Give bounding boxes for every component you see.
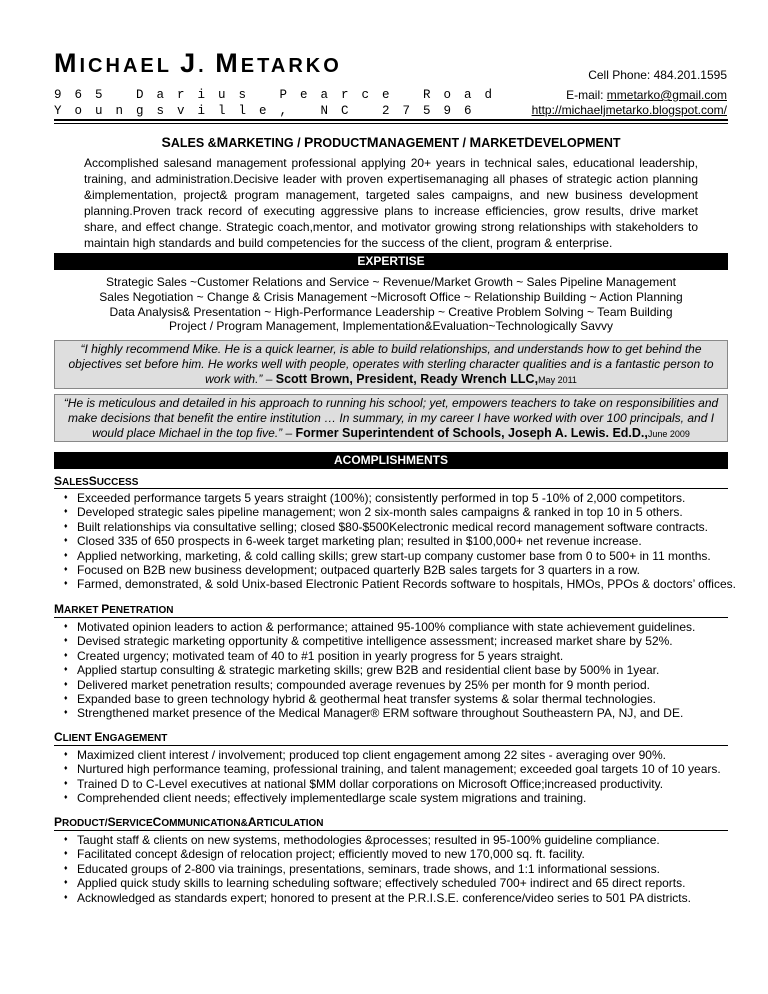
name-part-3: ETARKO — [240, 55, 342, 77]
expertise-line: Project / Program Management, Implementation&Evaluation~Technologically Savvy — [169, 319, 613, 334]
email-label: E-mail: — [566, 88, 607, 102]
list-item: ♦ Maximized client interest / involvement; produced top client engagement among 22 sites - averaging over 90%. — [64, 748, 728, 762]
testimonial-quote — [54, 394, 728, 442]
section-title-client-engagement: CLIENT ENGAGEMENT — [54, 730, 168, 744]
list-item: ♦ Educated groups of 2-800 via trainings, presentations, seminars, trade shows, and 1:1 informational sessions. — [64, 862, 728, 876]
list-item: ♦ Farmed, demonstrated, & sold Unix-based Electronic Patient Records software to hospitals, HMOs, PPOs & doctors’ offices. — [64, 577, 728, 591]
accomplishments-heading: ACOMPLISHMENTS — [334, 453, 448, 467]
email-link[interactable]: mmetarko@gmail.com — [606, 88, 727, 102]
address-line-1: 965 Darius Pearce Road — [54, 88, 506, 102]
name-initial-1: M — [54, 48, 80, 78]
professional-title: SALES &MARKETING / PRODUCTMANAGEMENT / MARKETDEVELOPMENT — [161, 134, 621, 150]
market-penetration-list — [64, 620, 728, 721]
list-item: ♦ Focused on B2B new business development; outpaced quarterly B2B sales targets for 3 quarters in a row. — [64, 563, 728, 577]
list-item: ♦ Trained D to C-Level executives at national $MM dollar corporations on Microsoft Office;increased productivity. — [64, 777, 728, 791]
candidate-name — [54, 48, 342, 79]
quote-text: “He is meticulous and detailed in his approach to running his school; yet, empowers teachers to take on responsibilities and make decisions that benefit the entire institution … In summary, in my career I have worked with over 100 principals, and I would place Michael in the top five.” – — [63, 396, 719, 440]
list-item: ♦ Taught staff & clients on new systems, methodologies &processes; resulted in 95-100% guideline compliance. — [64, 833, 728, 847]
phone: Cell Phone: 484.201.1595 — [588, 68, 727, 82]
list-item: ♦ Applied quick study skills to learning scheduling software; effectively scheduled 700+ indirect and 65 direct reports. — [64, 876, 728, 890]
expertise-line: Strategic Sales ~Customer Relations and Service ~ Revenue/Market Growth ~ Sales Pipeline Management — [106, 275, 676, 289]
list-item: ♦ Applied networking, marketing, & cold calling skills; grew start-up company customer base from 0 to 500+ in 11 months. — [64, 549, 728, 563]
summary-paragraph: Accomplished salesand management professional applying 20+ years in technical sales, educational leadership, training, and administration.Decisive leader with proven expertisemanaging all phases of strategic action planning &implementation, project& program management, targeted sales campaigns, and new business development planning.Proven track record of executing aggressive plans to increase efficiencies, grow results, drive market share, and effect change. Strategic coach,mentor, and motivator growing strong relationships with stakeholders to maintain high standards and build competencies for the success of the client, program & enterprise. — [84, 156, 698, 251]
name-part-1: ICHAEL — [79, 55, 181, 77]
website-link[interactable] — [532, 103, 727, 117]
section-rule — [54, 745, 728, 746]
quote-date: June 2009 — [647, 429, 690, 439]
product-communication-list — [64, 833, 728, 905]
list-item: ♦ Exceeded performance targets 5 years straight (100%); consistently performed in top 5 -10% of 2,000 competitors. — [64, 491, 728, 505]
list-item: ♦ Strengthened market presence of the Medical Manager® ERM software throughout Southeastern PA, NJ, and DE. — [64, 706, 728, 720]
quote-date: May 2011 — [538, 375, 577, 385]
header-rule-thin — [54, 123, 728, 124]
section-title-product-communication: PRODUCT/SERVICECOMMUNICATION&ARTICULATION — [54, 815, 324, 829]
client-engagement-list — [64, 748, 728, 806]
list-item: ♦ Closed 335 of 650 prospects in 6-week target marketing plan; resulted in $100,000+ net revenue increase. — [64, 534, 728, 548]
list-item: ♦ Expanded base to green technology hybrid & geothermal heat transfer systems & solar thermal technologies. — [64, 692, 728, 706]
expertise-line: Data Analysis& Presentation ~ High-Performance Leadership ~ Creative Problem Solving ~ Team Building — [109, 304, 673, 319]
sales-success-list — [64, 491, 736, 592]
list-item: ♦ Nurtured high performance teaming, professional training, and talent management; exceeded goal targets 10 of 10 years. — [64, 762, 728, 776]
list-item: ♦ Comprehended client needs; effectively implementedlarge scale system migrations and training. — [64, 791, 728, 805]
list-item: ♦ Delivered market penetration results; compounded average revenues by 25% per month for 9 month period. — [64, 678, 728, 692]
section-rule — [54, 830, 728, 831]
expertise-line: Sales Negotiation ~ Change & Crisis Management ~Microsoft Office ~ Relationship Building ~ Action Planning — [99, 289, 683, 304]
section-title-market-penetration: MARKET PENETRATION — [54, 602, 174, 616]
expertise-heading-bar — [54, 253, 728, 270]
list-item: ♦ Acknowledged as standards expert; honored to present at the P.R.I.S.E. conference/video series to 501 PA districts. — [64, 891, 728, 905]
name-part-2: . — [198, 55, 216, 77]
list-item: ♦ Devised strategic marketing opportunity & competitive intelligence assessment; increased market share by 52%. — [64, 634, 728, 648]
list-item: ♦ Created urgency; motivated team of 40 to #1 position in yearly progress for 5 years straight. — [64, 649, 728, 663]
section-rule — [54, 488, 728, 489]
list-item: ♦ Applied startup consulting & strategic marketing skills; grew B2B and residential client base by 500% in 1year. — [64, 663, 728, 677]
testimonial-quote — [54, 340, 728, 389]
address-line-2: Youngsville, NC 27596 — [54, 104, 485, 118]
header-rule-thick — [54, 119, 728, 121]
list-item: ♦ Built relationships via consultative selling; closed $80-$500Kelectronic medical record management software contracts. — [64, 520, 728, 534]
expertise-heading: EXPERTISE — [357, 254, 425, 268]
name-initial-2: J — [180, 48, 199, 78]
quote-author: Former Superintendent of Schools, Joseph A. Lewis. Ed.D., — [295, 426, 648, 440]
quote-text: “I highly recommend Mike. He is a quick learner, is able to build relationships, and understands how to get behind the objectives set before him. He works well with people, operates with sterling character qualities and is a fantastic person to work with.” – — [68, 342, 714, 386]
list-item: ♦ Developed strategic sales pipeline management; won 2 six-month sales campaigns & ranked in top 10 in 5 others. — [64, 505, 728, 519]
email-line — [566, 88, 727, 102]
list-item: ♦ Motivated opinion leaders to action & performance; attained 95-100% compliance with state achievement guidelines. — [64, 620, 728, 634]
list-item: ♦ Facilitated concept &design of relocation project; efficiently moved to new 170,000 sq. ft. facility. — [64, 847, 728, 861]
section-rule — [54, 617, 728, 618]
quote-author: Scott Brown, President, Ready Wrench LLC, — [275, 372, 539, 386]
accomplishments-heading-bar — [54, 452, 728, 469]
section-title-sales-success: SALESSUCCESS — [54, 474, 139, 488]
website-url[interactable]: http://michaeljmetarko.blogspot.com/ — [531, 103, 727, 117]
name-initial-3: M — [215, 48, 241, 78]
expertise-list — [54, 275, 728, 334]
